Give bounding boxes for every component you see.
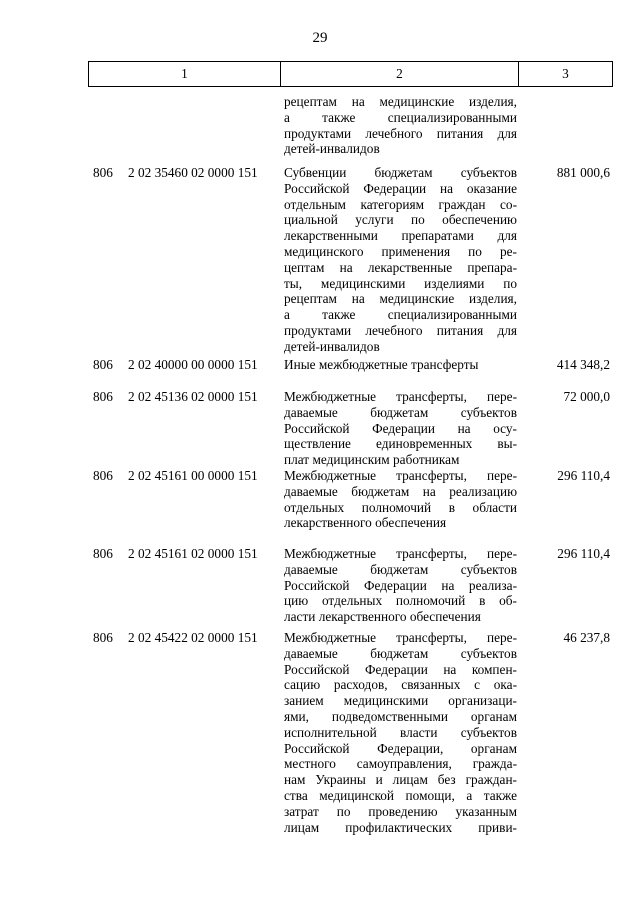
amount-cell: 296 110,4 [557,468,610,483]
name-line: ями, подведомственными органам [284,708,517,724]
amount-cell: 414 348,2 [556,357,610,372]
name-line: Российской Федерации, органам [284,740,517,756]
admin-code-cell: 806 [93,165,113,180]
budget-code-cell: 2 02 40000 00 0000 151 [128,357,258,372]
admin-code-cell: 806 [93,357,113,372]
name-line: сацию расходов, связанных с ока- [284,677,517,693]
name-line: ласти лекарственного обеспечения [284,609,481,625]
name-line: продуктами лечебного питания для [284,125,517,141]
name-line: Субвенции бюджетам субъектов [284,165,517,180]
column-header-1: 1 [89,62,281,87]
name-cell [284,357,517,373]
name-line: а также специализированными [284,109,517,125]
name-line: лекарственными препаратами для [284,228,517,244]
column-header-3: 3 [519,62,613,87]
name-line: исполнительной власти субъектов [284,724,517,740]
name-line: Российской Федерации на реализа- [284,577,517,593]
budget-code-cell: 2 02 35460 02 0000 151 [128,165,258,180]
name-line: Российской Федерации на осу- [284,420,517,436]
amount-cell: 72 000,0 [563,389,610,404]
name-line: детей-инвалидов [284,141,380,157]
name-line: продуктами лечебного питания для [284,322,517,338]
name-cell [284,630,517,835]
name-line: ства медицинской помощи, а также [284,787,517,803]
name-line: медицинского применения по ре- [284,243,517,259]
name-line: плат медицинским работникам [284,452,460,468]
column-header-2: 2 [281,62,519,87]
name-line: лицам профилактических приви- [284,819,517,835]
name-line: даваемые бюджетам субъектов [284,645,517,661]
name-line: Межбюджетные трансферты, пере- [284,546,517,561]
name-line: отдельных полномочий в области [284,499,517,515]
name-line: Российской Федерации на оказание [284,180,517,196]
name-line: циальной услуги по обеспечению [284,212,517,228]
name-line: детей-инвалидов [284,338,380,354]
name-line: Межбюджетные трансферты, пере- [284,389,517,404]
amount-cell: 296 110,4 [557,546,610,561]
table-header [88,61,613,87]
name-line: цию отдельных полномочий в об- [284,593,517,609]
name-cell [284,389,517,468]
name-line: даваемые бюджетам на реализацию [284,483,517,499]
name-line: Межбюджетные трансферты, пере- [284,468,517,483]
admin-code-cell: 806 [93,389,113,404]
name-line: даваемые бюджетам субъектов [284,404,517,420]
name-line: ществление единовременных вы- [284,436,517,452]
admin-code-cell: 806 [93,468,113,483]
name-line: цептам на лекарственные препара- [284,259,517,275]
budget-code-cell: 2 02 45161 00 0000 151 [128,468,258,483]
page-number: 29 [312,30,328,46]
name-line: а также специализированными [284,307,517,323]
admin-code-cell: 806 [93,630,113,645]
name-line: местного самоуправления, гражда- [284,756,517,772]
name-line: даваемые бюджетам субъектов [284,561,517,577]
name-line: ты, медицинскими изделиями по [284,275,517,291]
name-cell [284,468,517,531]
name-line: лекарственного обеспечения [284,515,447,531]
amount-cell: 881 000,6 [556,165,610,180]
name-cell [284,546,517,625]
name-line: Межбюджетные трансферты, пере- [284,630,517,645]
name-line: затрат по проведению указанным [284,803,517,819]
name-line: отдельным категориям граждан со- [284,196,517,212]
name-line: Иные межбюджетные трансферты [284,357,479,372]
budget-code-cell: 2 02 45136 02 0000 151 [128,389,258,404]
budget-code-cell: 2 02 45422 02 0000 151 [128,630,258,645]
budget-code-cell: 2 02 45161 02 0000 151 [128,546,258,561]
amount-cell: 46 237,8 [563,630,610,645]
name-cell [284,165,517,355]
name-line: занием медицинскими организаци- [284,693,517,709]
admin-code-cell: 806 [93,546,113,561]
name-line: рецептам на медицинские изделия, [284,291,517,307]
name-line: Российской Федерации на компен- [284,661,517,677]
name-line: нам Украины и лицам без граждан- [284,772,517,788]
name-line: рецептам на медицинские изделия, [284,94,517,109]
name-cell [284,94,517,157]
